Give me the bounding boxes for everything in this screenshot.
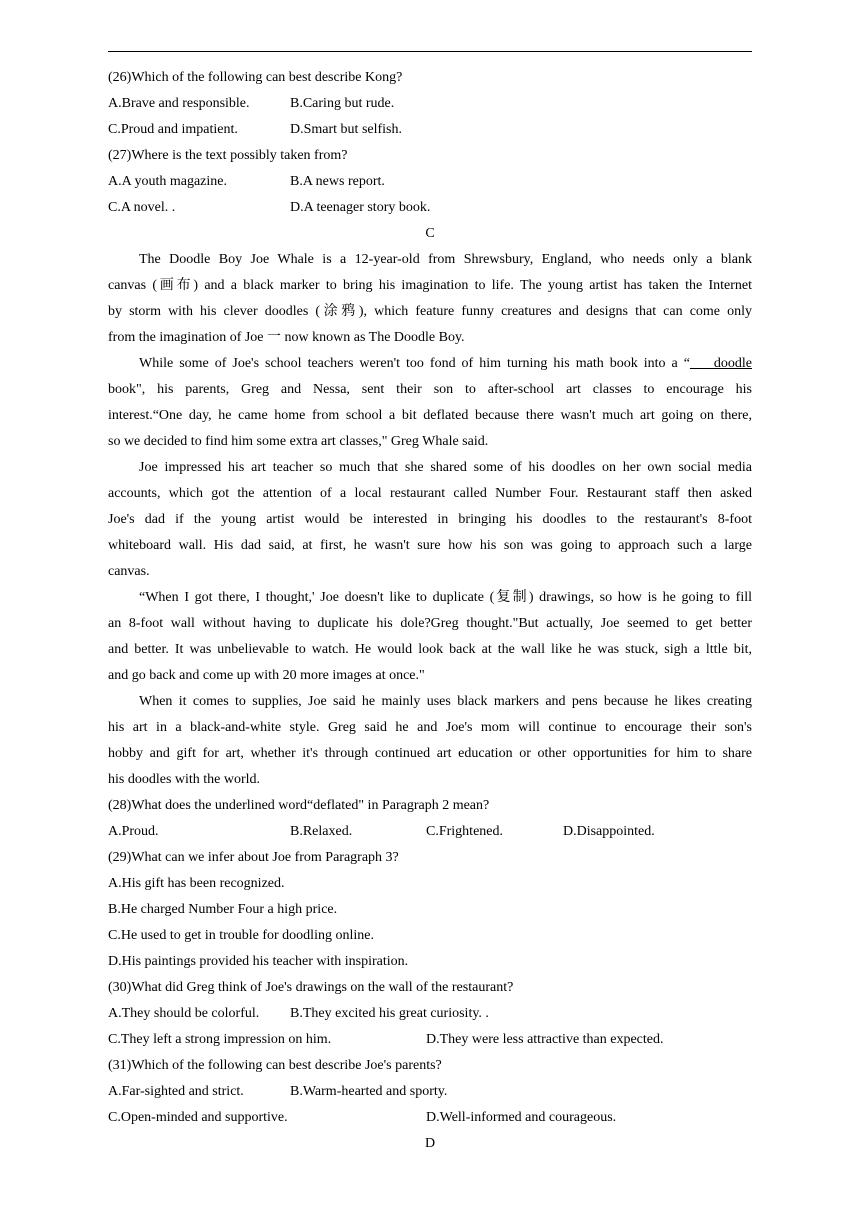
option-27-d: D.A teenager story book. — [290, 200, 431, 215]
question-27-options-row-2 — [108, 195, 752, 221]
question-27: (27)Where is the text possibly taken from? — [108, 148, 348, 163]
option-30-c: C.They left a strong impression on him. — [108, 1032, 332, 1047]
passage-p4-line: and better. It was unbelievable to watch. He would look back at the wall like he was stuck, sigh a lttle bit, — [108, 642, 752, 657]
passage-p3-line: canvas. — [108, 564, 150, 579]
passage-p2-line: so we decided to find him some extra art classes," Greg Whale said. — [108, 434, 489, 449]
option-28-c: C.Frightened. — [426, 824, 503, 839]
question-27-options-row-1 — [108, 169, 752, 195]
question-30-options-row-2 — [108, 1027, 752, 1053]
question-26-options-row-2 — [108, 117, 752, 143]
passage-p1-line: canvas (画布) and a black marker to bring his imagination to life. The young artist has taken the Internet — [108, 278, 752, 293]
passage-p4-line: “When I got there, I thought,' Joe doesn't like to duplicate (复制) drawings, so how is he going to fill — [139, 590, 752, 605]
passage-p5-line: his doodles with the world. — [108, 772, 261, 787]
passage-p5-line: When it comes to supplies, Joe said he mainly uses black markers and pens because he likes creating — [139, 694, 752, 709]
option-27-b: B.A news report. — [290, 174, 385, 189]
passage-p5-line: his art in a black-and-white style. Greg said he and Joe's mom will continue to encourage their son's — [108, 720, 752, 735]
option-29-d: D.His paintings provided his teacher with inspiration. — [108, 954, 409, 969]
section-heading-c: C — [425, 226, 435, 241]
option-26-c: C.Proud and impatient. — [108, 122, 238, 137]
option-28-a: A.Proud. — [108, 824, 159, 839]
passage-p5-line: hobby and gift for art, whether it's through continued art education or other opportunities for him to share — [108, 746, 752, 761]
option-31-b: B.Warm-hearted and sporty. — [290, 1084, 448, 1099]
option-26-d: D.Smart but selfish. — [290, 122, 402, 137]
question-29: (29)What can we infer about Joe from Paragraph 3? — [108, 850, 399, 865]
option-29-a: A.His gift has been recognized. — [108, 876, 285, 891]
question-30-options-row-1 — [108, 1001, 752, 1027]
passage-p2-line: interest.“One day, he came home from school a bit deflated because there wasn't much art going on there, — [108, 408, 752, 423]
passage-p1-line: by storm with his clever doodles (涂鸦), which feature funny creatures and designs that can come only — [108, 304, 752, 319]
question-31: (31)Which of the following can best describe Joe's parents? — [108, 1058, 442, 1073]
passage-p1-line: The Doodle Boy Joe Whale is a 12-year-old from Shrewsbury, England, who needs only a blank — [139, 252, 752, 267]
option-30-b: B.They excited his great curiosity. . — [290, 1006, 489, 1021]
passage-p3-line: Joe impressed his art teacher so much that she shared some of his doodles on her own social media — [139, 460, 752, 475]
underlined-word: doodle — [689, 356, 752, 371]
passage-p3-line: Joe's dad if the young artist would be interested in bringing his doodles to the restaurant's 8-foot — [108, 512, 752, 527]
passage-p4-line: and go back and come up with 20 more images at once." — [108, 668, 425, 683]
passage-p3-line: accounts, which got the attention of a local restaurant called Number Four. Restaurant staff then asked — [108, 486, 752, 501]
question-26: (26)Which of the following can best describe Kong? — [108, 70, 403, 85]
option-26-a: A.Brave and responsible. — [108, 96, 250, 111]
question-28-options-row — [108, 819, 752, 845]
option-27-c: C.A novel. . — [108, 200, 176, 215]
option-27-a: A.A youth magazine. — [108, 174, 227, 189]
question-28: (28)What does the underlined word“deflated" in Paragraph 2 mean? — [108, 798, 490, 813]
option-30-a: A.They should be colorful. — [108, 1006, 260, 1021]
section-heading-d: D — [424, 1136, 436, 1151]
option-29-b: B.He charged Number Four a high price. — [108, 902, 338, 917]
option-31-d: D.Well-informed and courageous. — [426, 1110, 617, 1125]
question-31-options-row-1 — [108, 1079, 752, 1105]
passage-p4-line: an 8-foot wall without having to duplicate his dole?Greg thought."But actually, Joe seemed to get better — [108, 616, 752, 631]
passage-p1-line: from the imagination of Joe 一 now known as The Doodle Boy. — [108, 330, 465, 345]
option-31-c: C.Open-minded and supportive. — [108, 1110, 288, 1125]
option-28-d: D.Disappointed. — [563, 824, 655, 839]
option-26-b: B.Caring but rude. — [290, 96, 395, 111]
option-28-b: B.Relaxed. — [290, 824, 353, 839]
header-rule — [108, 51, 752, 52]
question-26-options-row-1 — [108, 91, 752, 117]
passage-p2-line1-text: While some of Joe's school teachers weren't too fond of him turning his math book into a “ — [139, 356, 690, 371]
option-31-a: A.Far-sighted and strict. — [108, 1084, 244, 1099]
question-30: (30)What did Greg think of Joe's drawings on the wall of the restaurant? — [108, 980, 514, 995]
passage-p2-line: book", his parents, Greg and Nessa, sent their son to after-school art classes to encourage his — [108, 382, 752, 397]
passage-p3-line: whiteboard wall. His dad said, at first, he wasn't sure how his son was going to approach such a large — [108, 538, 752, 553]
question-31-options-row-2 — [108, 1105, 752, 1131]
passage-p2-line — [139, 351, 752, 377]
option-29-c: C.He used to get in trouble for doodling online. — [108, 928, 374, 943]
option-30-d: D.They were less attractive than expected. — [426, 1032, 664, 1047]
